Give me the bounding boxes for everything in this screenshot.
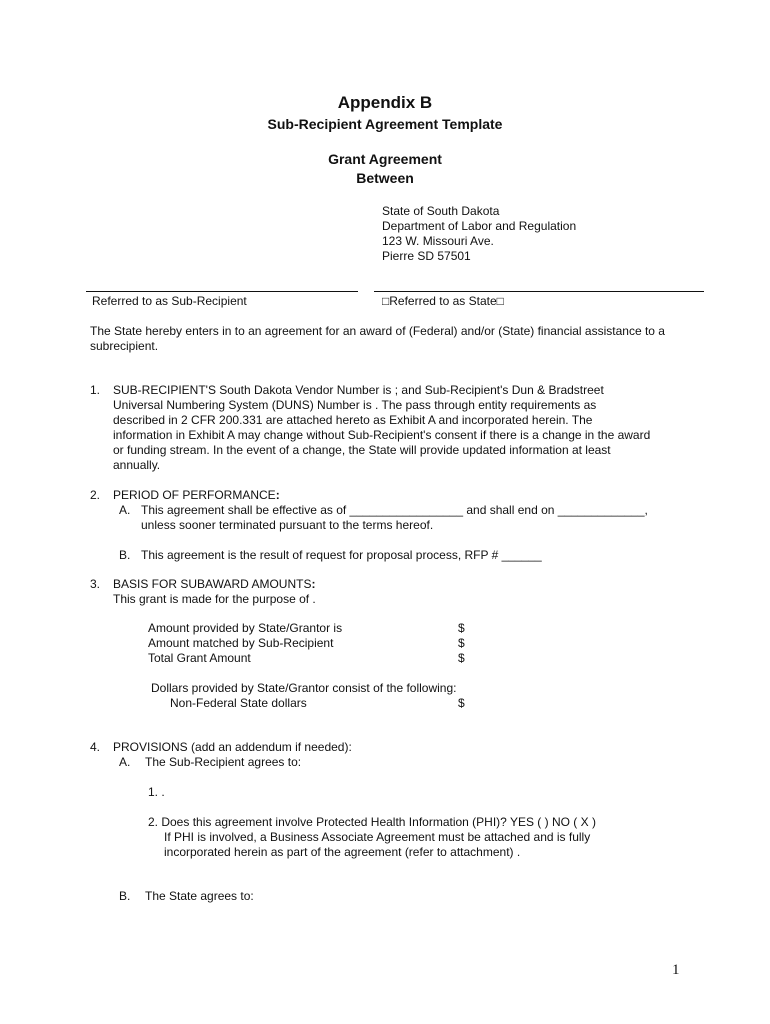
amount-state-label: Amount provided by State/Grantor is — [148, 621, 343, 635]
section-4a-item-2-line-3: incorporated herein as part of the agreement (refer to attachment) . — [164, 845, 521, 859]
section-1-line: Universal Numbering System (DUNS) Number is . The pass through entity requirements as — [113, 398, 597, 412]
non-federal-value: $ — [458, 696, 465, 710]
state-address-line-2: Department of Labor and Regulation — [382, 219, 577, 233]
appendix-title: Appendix B — [337, 93, 433, 112]
section-1-number: 1. — [90, 383, 101, 397]
section-2a-label: A. — [119, 503, 131, 517]
section-4b-label: B. — [119, 889, 131, 903]
state-address-line-1: State of South Dakota — [382, 204, 500, 218]
section-2b-line: This agreement is the result of request for proposal process, RFP # ______ — [141, 548, 542, 562]
section-2a-line-2: unless sooner terminated pursuant to the terms hereof. — [141, 518, 434, 532]
grant-agreement-title: Grant Agreement — [328, 151, 442, 167]
section-2b-label: B. — [119, 548, 131, 562]
non-federal-label: Non-Federal State dollars — [170, 696, 307, 710]
section-3-purpose: This grant is made for the purpose of . — [113, 592, 316, 606]
section-4b-text: The State agrees to: — [145, 889, 254, 903]
section-4-number: 4. — [90, 740, 101, 754]
section-1-line: described in 2 CFR 200.331 are attached hereto as Exhibit A and incorporated herein. The — [113, 413, 593, 427]
amount-matched-value: $ — [458, 636, 465, 650]
section-2a-line-1: This agreement shall be effective as of _________________ and shall end on _____________, — [141, 503, 648, 517]
section-3-heading: BASIS FOR SUBAWARD AMOUNTS: — [113, 577, 316, 591]
section-1-line: annually. — [113, 458, 161, 472]
section-3-number: 3. — [90, 577, 101, 591]
section-1-line: SUB-RECIPIENT'S South Dakota Vendor Number is ; and Sub-Recipient's Dun & Bradstreet — [113, 383, 604, 397]
section-4a-item-1: 1. . — [148, 785, 165, 799]
section-2-heading: PERIOD OF PERFORMANCE: — [113, 488, 280, 502]
sub-recipient-label: Referred to as Sub-Recipient — [92, 294, 247, 308]
amount-state-value: $ — [458, 621, 465, 635]
dollars-consist-line: Dollars provided by State/Grantor consist of the following: — [151, 681, 457, 695]
amount-total-label: Total Grant Amount — [148, 651, 251, 665]
state-name-line — [374, 291, 704, 292]
template-title: Sub-Recipient Agreement Template — [267, 116, 503, 132]
section-4a-item-2-line-2: If PHI is involved, a Business Associate Agreement must be attached and is fully — [164, 830, 591, 844]
state-address-line-3: 123 W. Missouri Ave. — [382, 234, 494, 248]
sub-recipient-name-line — [86, 291, 358, 292]
state-label: □Referred to as State□ — [382, 294, 504, 308]
between-title: Between — [356, 170, 414, 186]
amount-matched-label: Amount matched by Sub-Recipient — [148, 636, 334, 650]
amount-total-value: $ — [458, 651, 465, 665]
section-4a-label: A. — [119, 755, 131, 769]
intro-paragraph: The State hereby enters in to an agreement for an award of (Federal) and/or (State) financial assistance to a subrecipient. — [90, 324, 665, 353]
section-4-heading: PROVISIONS (add an addendum if needed): — [113, 740, 352, 754]
state-address-line-4: Pierre SD 57501 — [382, 249, 471, 263]
section-2-number: 2. — [90, 488, 101, 502]
section-4a-item-2-line-1: 2. Does this agreement involve Protected Health Information (PHI)? YES ( ) NO ( X ) — [148, 815, 596, 829]
section-1-line: information in Exhibit A may change without Sub-Recipient's consent if there is a change in the award — [113, 428, 651, 442]
section-1-line: or funding stream. In the event of a change, the State will provide updated information at least — [113, 443, 611, 457]
section-4a-text: The Sub-Recipient agrees to: — [145, 755, 302, 769]
page-number: 1 — [672, 962, 680, 978]
